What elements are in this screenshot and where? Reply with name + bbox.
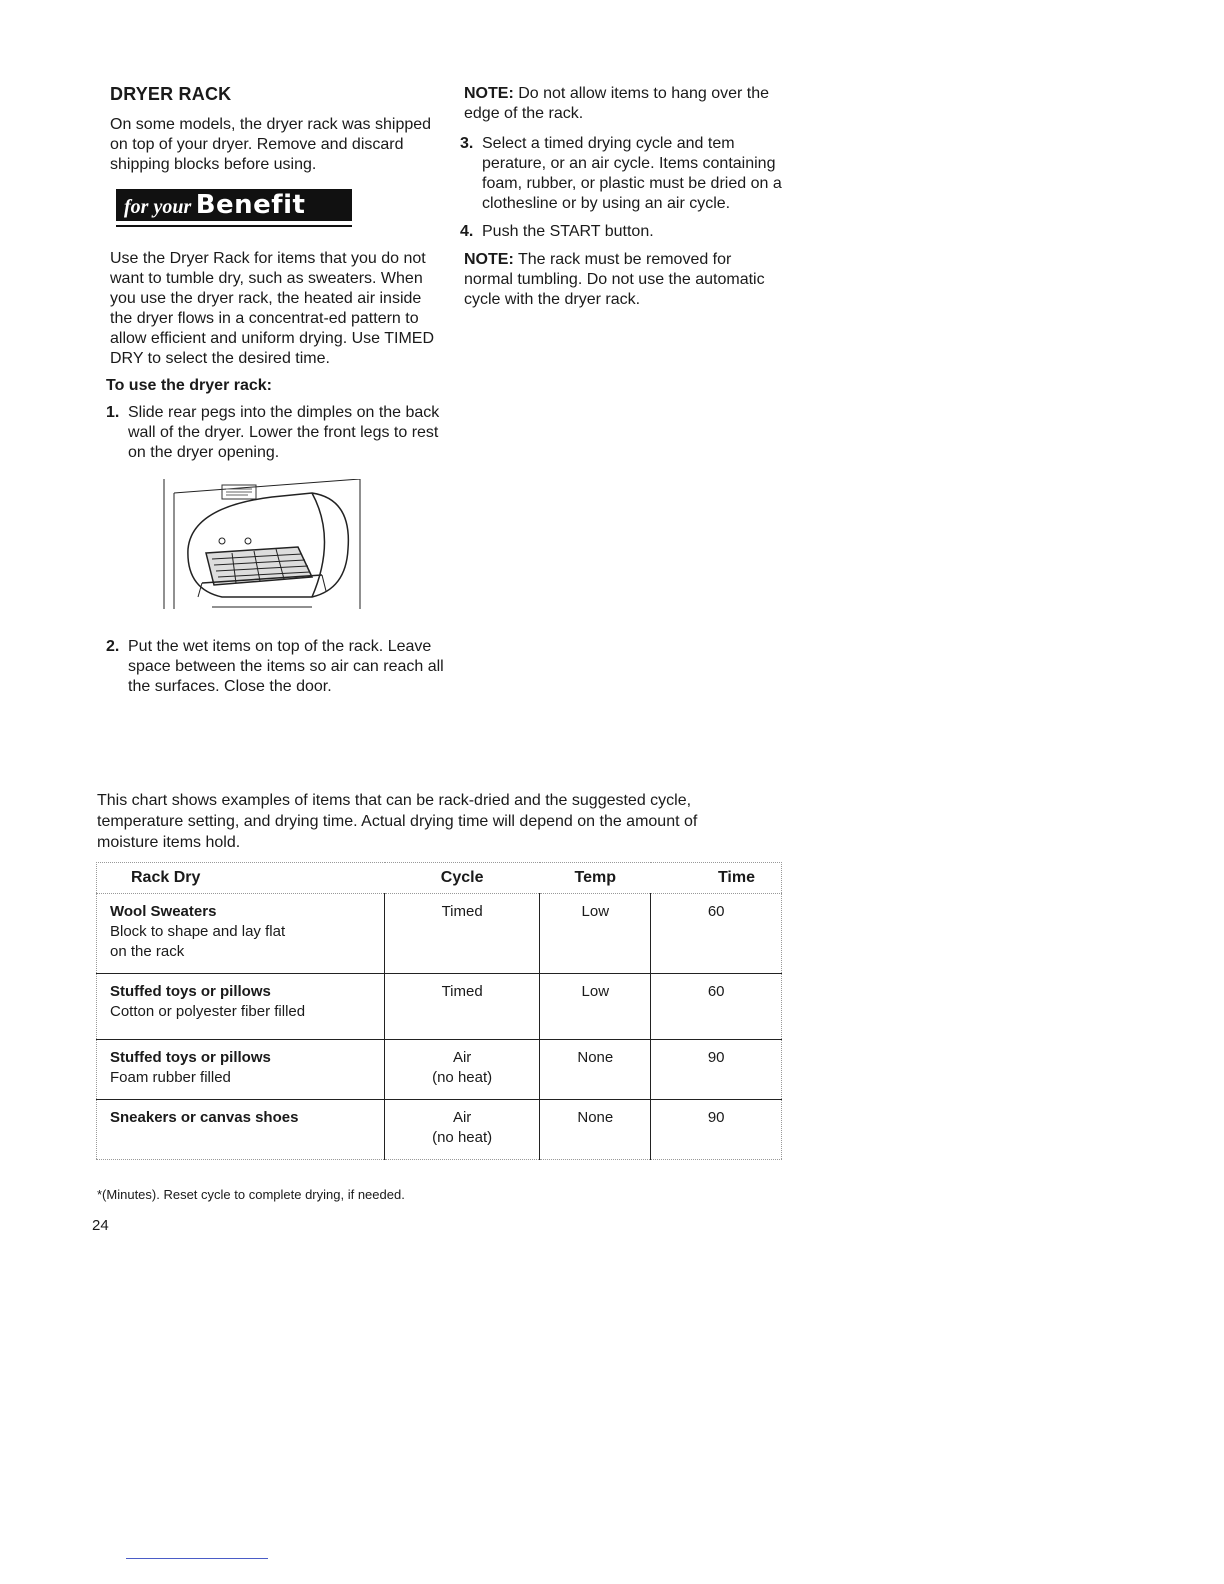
header-temp: Temp (540, 863, 651, 894)
step-number: 1. (106, 404, 120, 421)
temp-cell: None (540, 1040, 651, 1100)
steps-list-left (106, 403, 445, 463)
item-desc: Foam rubber filled (110, 1069, 231, 1086)
time-cell: 90 (651, 1040, 782, 1100)
temp-cell: None (540, 1100, 651, 1160)
rack-dry-table (96, 862, 782, 1160)
intro-paragraph: On some models, the dryer rack was shipped on top of your dryer. Remove and discard shipping blocks before using. (110, 116, 432, 173)
item-desc: Cotton or polyester fiber filled (110, 1003, 306, 1020)
step-number: 3. (460, 135, 474, 152)
cycle-note: (no heat) (432, 1129, 493, 1146)
note-1 (464, 84, 784, 124)
item-name: Stuffed toys or pillows (110, 1049, 271, 1066)
page-number: 24 (92, 1217, 109, 1234)
table-row (97, 1040, 782, 1100)
step-text: Select a timed drying cycle and tem perature, or an air cycle. Items containing foam, rubber, or plastic must be dried on a clothesline or by using an air cycle. (482, 135, 782, 212)
header-rack-dry: Rack Dry (97, 863, 385, 894)
step-4 (460, 222, 784, 242)
note-label: NOTE: (464, 251, 514, 268)
cycle-cell: Air (452, 1109, 472, 1126)
subheading: To use the dryer rack: (106, 377, 272, 394)
note-text: Do not allow items to hang over the edge of the rack. (464, 85, 770, 122)
note-text: The rack must be removed for normal tumbling. Do not use the automatic cycle with the dryer rack. (464, 251, 765, 308)
cycle-cell: Timed (441, 903, 483, 920)
footnote: *(Minutes). Reset cycle to complete drying, if needed. (97, 1187, 405, 1202)
for-your-benefit-logo (116, 189, 352, 221)
cycle-note: (no heat) (432, 1069, 493, 1086)
steps-list-right (460, 134, 784, 242)
item-name: Stuffed toys or pillows (110, 983, 271, 1000)
step-3 (460, 134, 784, 214)
table-row (97, 894, 782, 974)
section-heading: DRYER RACK (110, 84, 232, 104)
right-column (460, 84, 784, 310)
dryer-rack-illustration (162, 479, 362, 617)
step-text: Put the wet items on top of the rack. Leave space between the items so air can reach all the surfaces. Close the door. (128, 638, 444, 695)
cycle-cell: Air (452, 1049, 472, 1066)
benefit-underline (116, 225, 352, 227)
cycle-cell: Timed (441, 983, 483, 1000)
benefit-bold: Benefit (195, 190, 306, 220)
step-2 (106, 637, 445, 697)
bottom-rule (126, 1558, 268, 1559)
step-number: 2. (106, 638, 120, 655)
temp-cell: Low (540, 894, 651, 974)
item-desc: on the rack (110, 943, 185, 960)
time-cell: 60 (651, 974, 782, 1040)
table-header-row (97, 863, 782, 894)
time-cell: 60 (651, 894, 782, 974)
step-text: Slide rear pegs into the dimples on the back wall of the dryer. Lower the front legs to rest on the dryer opening. (128, 404, 440, 461)
table-row (97, 1100, 782, 1160)
step-text: Push the START button. (482, 223, 654, 240)
item-desc: Block to shape and lay flat (110, 923, 286, 940)
benefit-banner-wrap (110, 189, 445, 221)
temp-cell: Low (540, 974, 651, 1040)
time-cell: 90 (651, 1100, 782, 1160)
note-label: NOTE: (464, 85, 514, 102)
note-2 (464, 250, 784, 310)
chart-intro: This chart shows examples of items that can be rack-dried and the suggested cycle, temperature setting, and drying time. Actual drying time will depend on the amount of moisture items hold. (97, 792, 698, 851)
header-cycle: Cycle (385, 863, 540, 894)
item-name: Wool Sweaters (110, 903, 217, 920)
step-number: 4. (460, 223, 474, 240)
header-time: Time (651, 863, 782, 894)
dryer-rack-drawing (162, 479, 362, 617)
left-column (106, 84, 445, 705)
benefit-paragraph: Use the Dryer Rack for items that you do not want to tumble dry, such as sweaters. When you use the dryer rack, the heated air inside the dryer flows in a concentrat-ed pattern to allow efficient and uniform drying. Use TIMED DRY to select the desired time. (110, 250, 434, 367)
steps-list-left-2 (106, 637, 445, 697)
step-1 (106, 403, 445, 463)
benefit-script: for your (124, 196, 192, 218)
item-name: Sneakers or canvas shoes (110, 1109, 299, 1126)
table-row (97, 974, 782, 1040)
